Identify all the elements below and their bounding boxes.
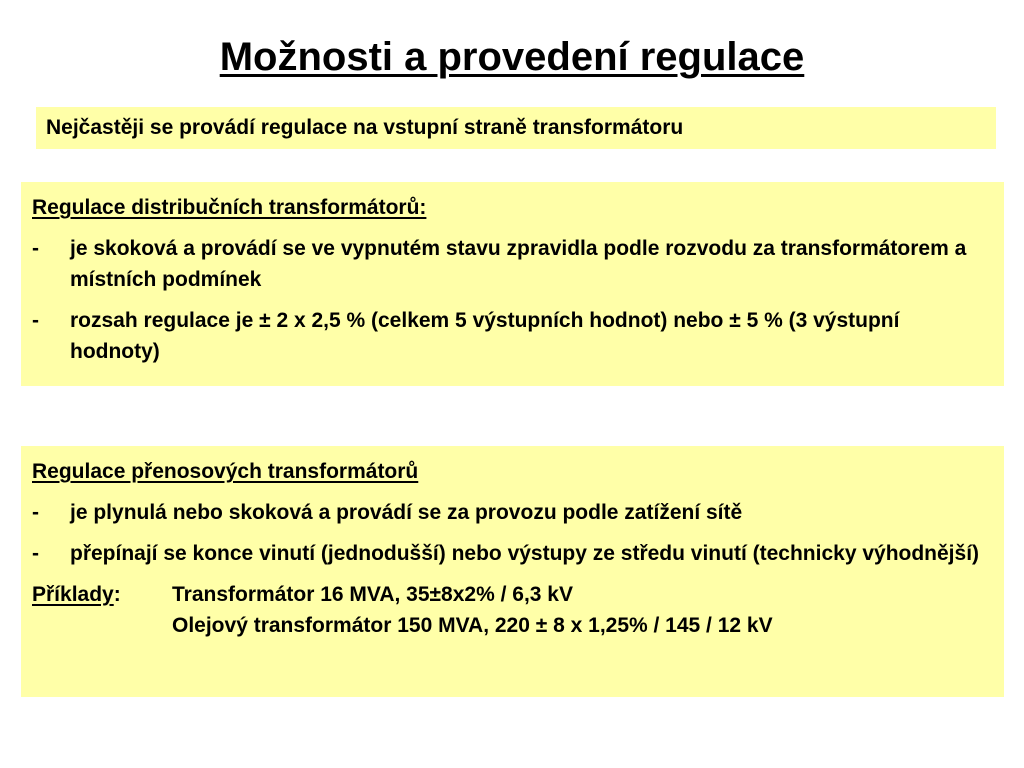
intro-box [36,107,996,149]
example-line: Transformátor 16 MVA, 35±8x2% / 6,3 kV [172,583,573,606]
examples-label [32,579,172,641]
bullet-text: je skoková a provádí se ve vypnutém stavu zpravidla podle rozvodu za transformátorem a místních podmínek [70,237,967,291]
intro-text: Nejčastěji se provádí regulace na vstupní straně transformátoru [46,116,684,139]
bullet-marker: - [32,309,39,332]
bullet-marker: - [32,542,39,565]
bullet-marker: - [32,501,39,524]
distribution-heading: Regulace distribučních transformátorů: [32,196,427,219]
bullet-text: přepínají se konce vinutí (jednodušší) nebo výstupy ze středu vinutí (technicky výhodnější) [70,542,980,565]
transmission-heading: Regulace přenosových transformátorů [32,460,419,483]
list-item [32,305,992,367]
example-line: Olejový transformátor 150 MVA, 220 ± 8 x 1,25% / 145 / 12 kV [172,614,773,637]
bullet-marker: - [32,237,39,260]
bullet-text: rozsah regulace je ± 2 x 2,5 % (celkem 5 výstupních hodnot) nebo ± 5 % (3 výstupní hodnoty) [70,309,900,363]
list-item [32,233,992,295]
distribution-box [21,182,1004,386]
transmission-box [21,446,1004,697]
examples-label-colon: : [113,583,121,606]
examples-label-text: Příklady [32,583,114,606]
list-item [32,497,992,528]
list-item [32,538,992,569]
page-title: Možnosti a provedení regulace [219,35,805,79]
examples-block [32,579,992,641]
bullet-text: je plynulá nebo skoková a provádí se za provozu podle zatížení sítě [70,501,743,524]
examples-list [172,579,992,641]
